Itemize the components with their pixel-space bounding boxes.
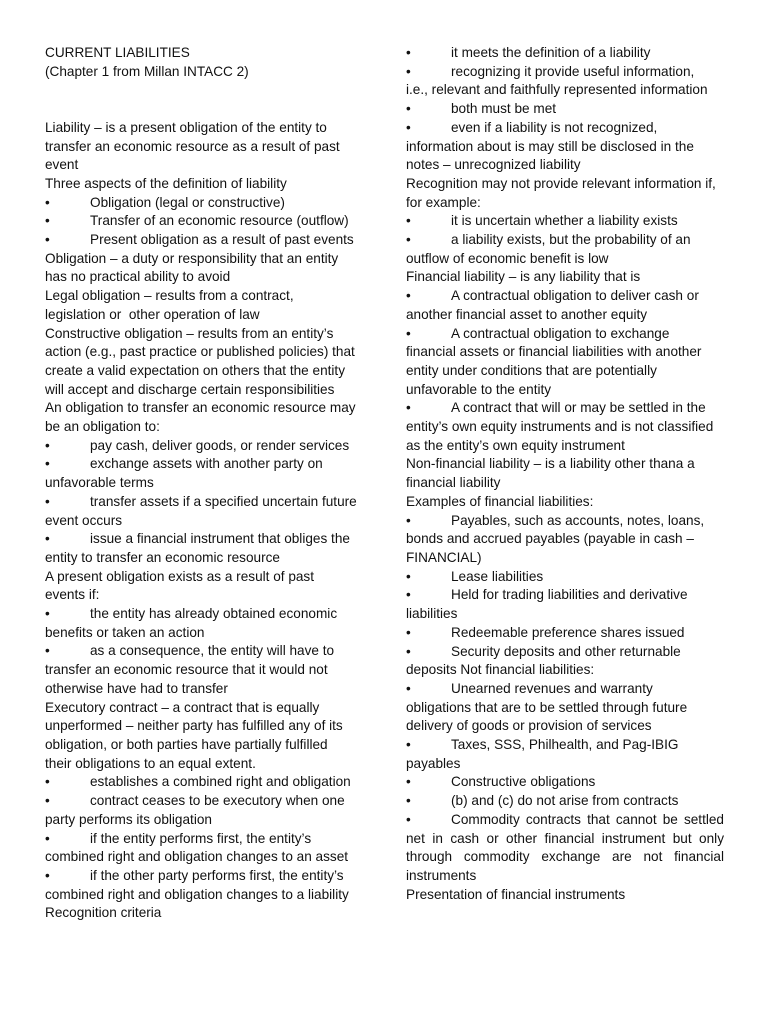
- bullet-icon: •: [406, 774, 411, 790]
- bullet-icon: •: [45, 213, 50, 229]
- left-text-line: [45, 455, 365, 474]
- left-text-line: has no practical ability to avoid: [45, 269, 231, 285]
- right-text-line: [406, 212, 724, 231]
- document-subtitle: (Chapter 1 from Millan INTACC 2): [45, 63, 249, 79]
- bullet-text: Constructive obligations: [451, 774, 596, 790]
- bullet-text: Held for trading liabilities and derivative: [451, 587, 688, 603]
- bullet-text: Present obligation as a result of past events: [90, 232, 354, 248]
- left-text-line: A present obligation exists as a result of past: [45, 568, 315, 584]
- right-text-line: [406, 119, 724, 138]
- left-text-line: party performs its obligation: [45, 811, 212, 827]
- bullet-icon: •: [406, 737, 411, 753]
- bullet-text: Lease liabilities: [451, 568, 544, 584]
- left-text-line: obligation, or both parties have partially fulfilled: [45, 737, 328, 752]
- bullet-text: Taxes, SSS, Philhealth, and Pag-IBIG: [451, 737, 679, 753]
- bullet-icon: •: [45, 456, 50, 472]
- bullet-icon: •: [406, 63, 411, 79]
- right-text-line: [406, 399, 724, 418]
- left-text-line: [45, 530, 365, 549]
- bullet-icon: •: [45, 232, 50, 248]
- left-text-line: [45, 642, 365, 661]
- bullet-icon: •: [406, 811, 411, 827]
- right-text-line: financial liability: [406, 475, 501, 491]
- right-text-line: [406, 44, 724, 63]
- right-text-line: [406, 736, 724, 755]
- left-text-line: [45, 194, 365, 213]
- right-column: [406, 44, 724, 904]
- left-text-line: their obligations to an equal extent.: [45, 755, 256, 771]
- bullet-text: A contractual obligation to exchange: [451, 325, 670, 341]
- bullet-icon: •: [406, 587, 411, 603]
- left-text-line: create a valid expectation on others that the entity: [45, 362, 346, 378]
- left-text-line: [45, 493, 365, 512]
- bullet-icon: •: [406, 213, 411, 229]
- commodity-contracts-paragraph: [406, 811, 724, 886]
- left-text-line: Recognition criteria: [45, 905, 162, 921]
- bullet-text: both must be met: [451, 101, 557, 117]
- right-text-line: bonds and accrued payables (payable in cash –: [406, 531, 694, 547]
- left-text-lines: [45, 119, 365, 923]
- bullet-text: Redeemable preference shares issued: [451, 624, 685, 640]
- right-text-line: unfavorable to the entity: [406, 381, 552, 397]
- left-text-line: [45, 231, 365, 250]
- bullet-text: a liability exists, but the probability of an: [451, 232, 691, 248]
- bullet-icon: •: [406, 232, 411, 248]
- bullet-icon: •: [406, 101, 411, 117]
- bullet-icon: •: [45, 493, 50, 509]
- bullet-icon: •: [45, 643, 50, 659]
- bullet-text: Security deposits and other returnable: [451, 643, 681, 659]
- bullet-icon: •: [406, 680, 411, 696]
- left-text-line: entity to transfer an economic resource: [45, 549, 280, 565]
- bullet-icon: •: [45, 774, 50, 790]
- right-text-line: outflow of economic benefit is low: [406, 250, 609, 266]
- document-title: CURRENT LIABILITIES: [45, 45, 190, 60]
- right-text-line: Financial liability – is any liability that is: [406, 269, 641, 285]
- bullet-text: A contract that will or may be settled in the: [451, 400, 706, 416]
- left-text-line: be an obligation to:: [45, 419, 160, 435]
- left-text-line: transfer an economic resource as a result of past: [45, 138, 340, 154]
- right-text-line: [406, 773, 724, 792]
- left-text-line: Liability – is a present obligation of the entity to: [45, 119, 327, 135]
- left-text-line: combined right and obligation changes to an asset: [45, 849, 349, 865]
- right-text-line: [406, 325, 724, 344]
- right-text-line: entity under conditions that are potentially: [406, 362, 657, 378]
- bullet-icon: •: [45, 531, 50, 547]
- left-text-line: unperformed – neither party has fulfilled any of its: [45, 718, 343, 734]
- bullet-text: contract ceases to be executory when one: [90, 793, 345, 809]
- right-text-line: [406, 792, 724, 811]
- right-text-line: [406, 680, 724, 699]
- left-text-line: otherwise have had to transfer: [45, 680, 228, 696]
- paragraph-gap: [45, 81, 365, 118]
- bullet-text: recognizing it provide useful information,: [451, 63, 695, 79]
- right-text-line: Recognition may not provide relevant information if,: [406, 175, 716, 191]
- bullet-text: it meets the definition of a liability: [451, 45, 651, 60]
- right-text-line: obligations that are to be settled through future: [406, 699, 688, 715]
- right-text-line: as the entity’s own equity instrument: [406, 437, 625, 453]
- bullet-text: pay cash, deliver goods, or render services: [90, 437, 350, 453]
- bullet-icon: •: [406, 45, 411, 60]
- left-text-line: [45, 773, 365, 792]
- bullet-icon: •: [406, 624, 411, 640]
- right-text-line: deposits Not financial liabilities:: [406, 662, 595, 678]
- bullet-icon: •: [45, 437, 50, 453]
- right-text-line: [406, 586, 724, 605]
- bullet-icon: •: [45, 867, 50, 883]
- bullet-icon: •: [406, 643, 411, 659]
- right-text-lines: [406, 44, 724, 811]
- left-text-line: events if:: [45, 587, 100, 603]
- right-text-line: [406, 568, 724, 587]
- bullet-icon: •: [45, 194, 50, 210]
- bullet-icon: •: [45, 793, 50, 809]
- last-line: Presentation of financial instruments: [406, 886, 626, 902]
- bullet-text: exchange assets with another party on: [90, 456, 323, 472]
- bullet-text: establishes a combined right and obligation: [90, 774, 351, 790]
- commodity-contracts-text: Commodity contracts that cannot be settled net in cash or other financial instrument but only through commodity exchange are not financial instruments: [406, 811, 724, 883]
- right-text-line: [406, 231, 724, 250]
- right-text-line: i.e., relevant and faithfully represented information: [406, 82, 708, 98]
- right-text-line: information about is may still be disclosed in the: [406, 138, 694, 154]
- bullet-icon: •: [406, 400, 411, 416]
- left-text-line: [45, 605, 365, 624]
- bullet-text: Obligation (legal or constructive): [90, 194, 285, 210]
- left-text-line: unfavorable terms: [45, 475, 154, 491]
- left-text-line: transfer an economic resource that it would not: [45, 662, 328, 678]
- left-column: [45, 44, 365, 923]
- left-text-line: Executory contract – a contract that is equally: [45, 699, 320, 715]
- left-text-line: benefits or taken an action: [45, 624, 205, 640]
- left-text-line: Legal obligation – results from a contract,: [45, 288, 294, 304]
- bullet-icon: •: [406, 288, 411, 304]
- left-text-line: [45, 792, 365, 811]
- bullet-text: issue a financial instrument that obliges the: [90, 531, 350, 547]
- bullet-icon: •: [45, 606, 50, 622]
- bullet-icon: •: [45, 830, 50, 846]
- bullet-text: transfer assets if a specified uncertain future: [90, 493, 357, 509]
- right-text-line: [406, 624, 724, 643]
- bullet-text: as a consequence, the entity will have to: [90, 643, 335, 659]
- right-text-line: [406, 63, 724, 82]
- left-text-line: Three aspects of the definition of liability: [45, 175, 287, 191]
- right-text-line: [406, 100, 724, 119]
- left-text-line: will accept and discharge certain responsibilities: [45, 381, 335, 397]
- right-text-line: Non-financial liability – is a liability other thana a: [406, 456, 695, 472]
- right-text-line: delivery of goods or provision of services: [406, 718, 652, 734]
- right-text-line: payables: [406, 755, 461, 771]
- bullet-text: (b) and (c) do not arise from contracts: [451, 793, 679, 809]
- bullet-text: if the entity performs first, the entity’s: [90, 830, 312, 846]
- bullet-icon: •: [406, 325, 411, 341]
- right-text-line: [406, 512, 724, 531]
- left-text-line: event: [45, 157, 79, 173]
- bullet-text: Unearned revenues and warranty: [451, 680, 653, 696]
- right-text-line: notes – unrecognized liability: [406, 157, 581, 173]
- left-text-line: [45, 830, 365, 849]
- left-text-line: Constructive obligation – results from an entity’s: [45, 325, 334, 341]
- right-text-line: another financial asset to another equity: [406, 306, 648, 322]
- bullet-text: the entity has already obtained economic: [90, 606, 338, 622]
- right-text-line: [406, 287, 724, 306]
- left-text-line: legislation or other operation of law: [45, 306, 260, 322]
- right-text-line: [406, 643, 724, 662]
- right-text-line: FINANCIAL): [406, 549, 482, 565]
- left-text-line: Obligation – a duty or responsibility that an entity: [45, 250, 339, 266]
- right-text-line: for example:: [406, 194, 481, 210]
- left-text-line: combined right and obligation changes to a liability: [45, 886, 349, 902]
- bullet-text: Transfer of an economic resource (outflow): [90, 213, 349, 229]
- bullet-text: Payables, such as accounts, notes, loans,: [451, 512, 705, 528]
- right-text-line: Examples of financial liabilities:: [406, 493, 594, 509]
- left-text-line: [45, 437, 365, 456]
- left-text-line: event occurs: [45, 512, 123, 528]
- left-text-line: [45, 867, 365, 886]
- right-text-line: liabilities: [406, 606, 458, 622]
- left-text-line: An obligation to transfer an economic resource may: [45, 400, 356, 416]
- right-text-line: financial assets or financial liabilities with another: [406, 344, 702, 360]
- left-text-line: action (e.g., past practice or published policies) that: [45, 344, 355, 360]
- bullet-text: it is uncertain whether a liability exists: [451, 213, 678, 229]
- bullet-text: even if a liability is not recognized,: [451, 119, 658, 135]
- bullet-text: A contractual obligation to deliver cash or: [451, 288, 699, 304]
- bullet-text: if the other party performs first, the entity’s: [90, 867, 344, 883]
- left-text-line: [45, 212, 365, 231]
- bullet-icon: •: [406, 793, 411, 809]
- bullet-icon: •: [406, 119, 411, 135]
- right-text-line: entity’s own equity instruments and is not classified: [406, 419, 714, 435]
- bullet-icon: •: [406, 568, 411, 584]
- bullet-icon: •: [406, 512, 411, 528]
